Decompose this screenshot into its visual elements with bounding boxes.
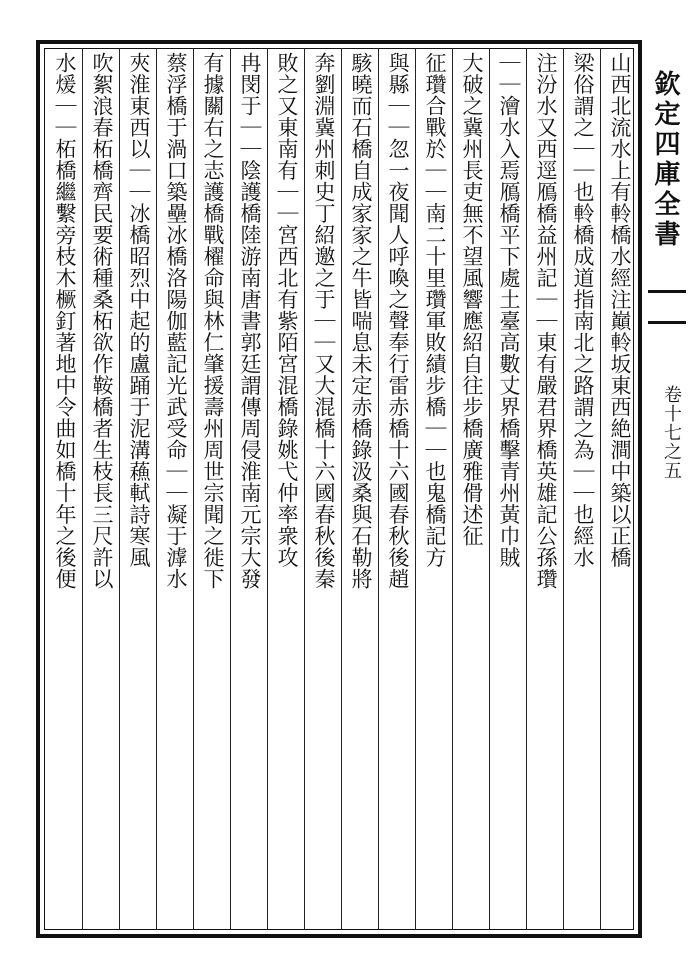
- text-column-16: 水煖｜｜柘橋繼繫旁枝木橛釘著地中令曲如橋十年之後便: [53, 52, 77, 590]
- text-column-1: 山西北流水上有軨橋水經注巔軨坂東西絶澗中築以正橋: [608, 52, 632, 568]
- text-column-9: 奔劉淵冀州刺史丁紹邀之于｜｜又大混橋十六國春秋後秦: [312, 52, 336, 590]
- text-column-2: 梁俗謂之｜｜也軨橋成道指南北之路謂之為｜｜也經水: [571, 52, 595, 568]
- text-column-5: 大破之冀州長吏無不望風響應紹自往步橋廣雅傦述征: [460, 52, 484, 547]
- text-column-7: 與縣｜｜忽一夜聞人呼喚之聲奉行雷赤橋十六國春秋後趙: [386, 52, 410, 590]
- text-column-15: 吹絮浪春柘橋齊民要術種桑柘欲作鞍橋者生枝長三尺許以: [90, 52, 114, 590]
- text-column-6: 征瓚合戰於｜｜南二十里瓚軍敗績步橋｜｜也鬼橋記方: [423, 52, 447, 568]
- text-column-11: 冉閔于｜｜陰護橋陸游南唐書郭廷謂傳周侵淮南元宗大發: [238, 52, 262, 590]
- volume-label: 卷十七之五: [661, 385, 682, 480]
- text-column-3: 注汾水又西逕鴈橋益州記｜｜東有嚴君界橋英雄記公孫瓚: [534, 52, 558, 590]
- text-column-4: ｜｜澮水入焉鴈橋平下處土臺高數丈界橋擊青州黃巾賊: [497, 52, 521, 568]
- text-column-14: 夾淮東西以｜｜冰橋昭烈中起的盧踊于泥溝蘓軾詩寒風: [127, 52, 151, 568]
- book-title: 欽定四庫全書: [650, 70, 680, 250]
- text-column-10: 敗之又東南有｜｜宮西北有紫陌宮混橋錄姚弋仲率衆攻: [275, 52, 299, 568]
- text-column-12: 有據關右之志護橋戰櫂命與林仁肇援壽州周世宗聞之徙下: [201, 52, 225, 590]
- text-column-8: 駭曉而石橋自成家家之牛皆喘息未定赤橋錄汲桑與石勒將: [349, 52, 373, 590]
- fishtail-mark: [648, 290, 686, 324]
- text-column-13: 蔡浮橋于渦口築壘冰橋洛陽伽藍記光武受命｜｜凝于滹水: [164, 52, 188, 590]
